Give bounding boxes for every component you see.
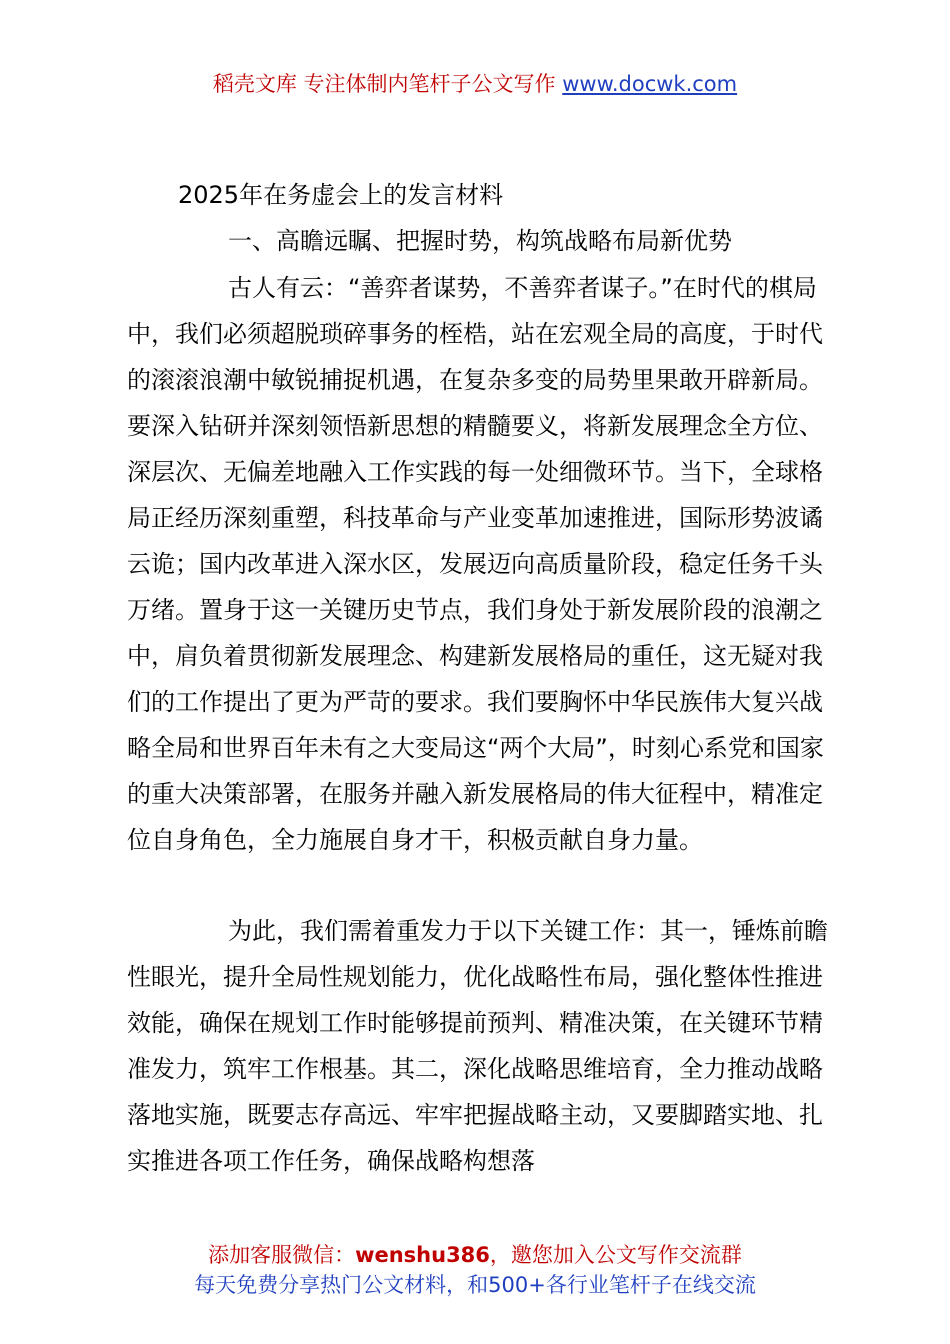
- section-heading: 一、高瞻远瞩、把握时势，构筑战略布局新优势: [228, 227, 732, 255]
- footer-wechat-suffix: ，邀您加入公文写作交流群: [489, 1243, 742, 1267]
- wechat-id: wenshu386: [355, 1243, 490, 1267]
- website-link[interactable]: www.docwk.com: [562, 72, 738, 96]
- footer-share-line: 每天免费分享热门公文材料，和500+各行业笔杆子在线交流: [194, 1273, 756, 1297]
- page-header: [0, 68, 950, 100]
- body-paragraph-2: 为此，我们需着重发力于以下关键工作：其一，锤炼前瞻性眼光，提升全局性规划能力，优化战略性布局，强化整体性推进效能，确保在规划工作时能够提前预判、精准决策，在关键环节精准发力，筑牢工作根基。其二，深化战略思维培育，全力推动战略落地实施，既要志存高远、牢牢把握战略主动，又要脚踏实地、扎实推进各项工作任务，确保战略构想落: [127, 917, 828, 1175]
- brand-tagline: 稻壳文库 专注体制内笔杆子公文写作: [212, 72, 556, 96]
- body-paragraph-1: 古人有云：“善弈者谋势，不善弈者谋子。”在时代的棋局中，我们必须超脱琐碎事务的桎梏，站在宏观全局的高度，于时代的滚滚浪潮中敏锐捕捉机遇，在复杂多变的局势里果敢开辟新局。要深入钻研并深刻领悟新思想的精髓要义，将新发展理念全方位、深层次、无偏差地融入工作实践的每一处细微环节。当下，全球格局正经历深刻重塑，科技革命与产业变革加速推进，国际形势波谲云诡；国内改革进入深水区，发展迈向高质量阶段，稳定任务千头万绪。置身于这一关键历史节点，我们身处于新发展阶段的浪潮之中，肩负着贯彻新发展理念、构建新发展格局的重任，这无疑对我们的工作提出了更为严苛的要求。我们要胸怀中华民族伟大复兴战略全局和世界百年未有之大变局这“两个大局”，时刻心系党和国家的重大决策部署，在服务并融入新发展格局的伟大征程中，精准定位自身角色，全力施展自身才干，积极贡献自身力量。: [127, 274, 824, 854]
- footer-wechat-line: [0, 1240, 950, 1270]
- document-title: 2025年在务虚会上的发言材料: [178, 181, 504, 209]
- footer-wechat-prefix: 添加客服微信：: [208, 1243, 356, 1267]
